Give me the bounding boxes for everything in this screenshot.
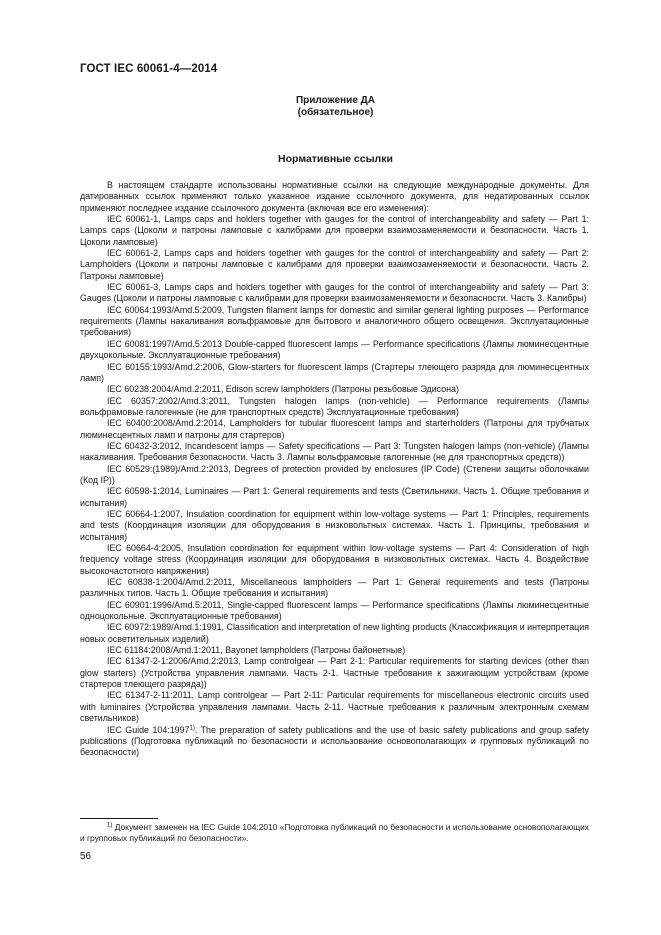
reference-item: IEC 60061-2, Lamps caps and holders together with gauges for the control of interchangeability and safety — Part 2: Lampholders (Цоколи и патроны ламповые с калибрами для проверки взаимозаменяемости и безопасности. Часть 2. Патроны ламповые) [80, 248, 589, 281]
reference-item: IEC 60238:2004/Amd.2:2011, Edison screw lampholders (Патроны резьбовые Эдисона) [107, 384, 459, 395]
footnote [80, 822, 589, 843]
annex-status: (обязательное) [297, 107, 374, 118]
guide-ref-rest: . The preparation of safety publications and the use of basic safety publications and group safety publications (Подготовка публикаций по безопасности и использование основополагающих и групповых публикаций по безопасности) [80, 724, 589, 758]
reference-item-guide [80, 725, 589, 759]
footnote-text-line [80, 822, 589, 843]
footnote-number: 1) [107, 822, 113, 829]
footnote-divider [80, 818, 158, 819]
reference-item: IEC 60664-1:2007, Insulation coordination for equipment within low-voltage systems — Part 1: Principles, requirements and tests (Координация изоляции для оборудования в низковольтных системах. Часть 1. Принципы, требования и испытания) [80, 508, 589, 542]
reference-item: IEC 60061-3, Lamps caps and holders together with gauges for the control of interchangeability and safety — Part 3: Gauges (Цоколи и патроны ламповые с калибрами для проверки взаимозаменяемости и безопасности. Часть 3. Калибры) [80, 282, 589, 304]
reference-item: IEC 60598-1:2014, Luminaires — Part 1: General requirements and tests (Светильники. Часть 1. Общие требования и испытания) [80, 486, 589, 508]
guide-ref-lead: IEC Guide 104:1997 [107, 724, 190, 735]
footnote-marker[interactable]: 1) [189, 725, 195, 731]
reference-item: IEC 60664-4:2005, Insulation coordination for equipment within low-voltage systems — Part 4: Consideration of high frequency voltage stress (Координация изоляции для оборудования в низковольтных системах. Часть 4. Воздействие высокочастотного напряжения) [80, 543, 589, 576]
reference-item: IEC 60064:1993/Amd.5:2009, Tungsten filament lamps for domestic and similar general lighting purposes — Performance requirements (Лампы накаливания вольфрамовые для бытового и аналогичного общего освещения. Эксплуатационные требования) [80, 304, 589, 338]
reference-item: IEC 60357:2002/Amd.3:2011, Tungsten halogen lamps (non-vehicle) — Performance requirements (Лампы вольфрамовые галогенные (не для транспортных средств) Эксплуатационные требования) [80, 395, 589, 417]
reference-item: IEC 60061-1, Lamps caps and holders together with gauges for the control of interchangeability and safety — Part 1: Lamps caps (Цоколи и патроны ламповые с калибрами для проверки взаимозаменяемости и безопасности. Часть 1. Цоколи ламповые) [80, 214, 589, 247]
reference-item: IEC 60400:2008/Amd.2:2014, Lampholders for tubular fluorescent lamps and starterholders (Патроны для трубчатых люминесцентных ламп и патроны для стартеров) [80, 418, 589, 440]
reference-item: IEC 60529:(1989)/Amd.2:2013, Degrees of protection provided by enclosures (IP Code) (Степени защиты оболочками (Код IP)) [80, 463, 589, 485]
section-title: Нормативные ссылки [278, 153, 393, 165]
page-number: 56 [80, 851, 92, 862]
reference-item: IEC 61184:2008/Amd.1:2011, Bayonet lampholders (Патроны байонетные) [107, 645, 406, 656]
reference-item: IEC 61347-2-1:2006/Amd.2:2013, Lamp controlgear — Part 2-1: Particular requirements for starting devices (other than glow starters) (Устройства управления лампами. Часть 2-1. Частные требования к зажигающим устройствам (кроме стартеров тлеющего разряда)) [80, 656, 589, 690]
reference-item: IEC 61347-2-11:2011, Lamp controlgear — Part 2-11: Particular requirements for miscellaneous electronic circuits used with luminaires (Устройства управления лампами. Часть 2-11. Частные требования к различным электронным схемам светильников) [80, 690, 589, 724]
reference-item: IEC 60081:1997/Amd.5:2013 Double-capped fluorescent lamps — Performance specifications (Лампы люминесцентные двухцокольные. Эксплуатационные требования) [80, 338, 589, 361]
annex-heading [0, 95, 661, 119]
reference-item: IEC 60838-1:2004/Amd.2:2011, Miscellaneous lampholders — Part 1: General requirements and tests (Патроны различных типов. Часть 1. Общие требования и испытания) [80, 577, 589, 599]
reference-item: IEC 60155:1993/Amd.2:2006, Glow-starters for fluorescent lamps (Стартеры тлеющего разряда для люминесцентных ламп) [80, 361, 589, 383]
reference-item: IEC 60972:1989/Amd.1:1991, Classification and interpretation of new lighting products (Классификация и интерпретация новых осветительных изделий) [80, 622, 589, 644]
reference-item: IEC 60432-3:2012, Incandescent lamps — Safety specifications — Part 3: Tungsten halogen lamps (non-vehicle) (Лампы накаливания. Требования безопасности. Часть 3. Лампы вольфрамовые галогенные (не для транспортных средств)) [80, 440, 589, 463]
annex-title: Приложение ДА [295, 95, 376, 106]
intro-paragraph: В настоящем стандарте использованы нормативные ссылки на следующие международные документы. Для датированных ссылок применяют только указанное издание ссылочного документа, для недатированных ссылок применяют последнее издание ссылочного документа (включая все его изменения): [80, 180, 589, 213]
standard-code: ГОСТ IEC 60061-4—2014 [80, 63, 218, 75]
footnote-text: Документ заменен на IEC Guide 104:2010 «Подготовка публикаций по безопасности и использование основополагающих и групповых публикаций по безопасности». [80, 822, 589, 843]
references-body [80, 180, 589, 759]
reference-item: IEC 60901:1996/Amd.5:2011, Single-capped fluorescent lamps — Performance specifications (Лампы люминесцентные одноцокольные. Эксплуатационные требования) [80, 599, 589, 622]
